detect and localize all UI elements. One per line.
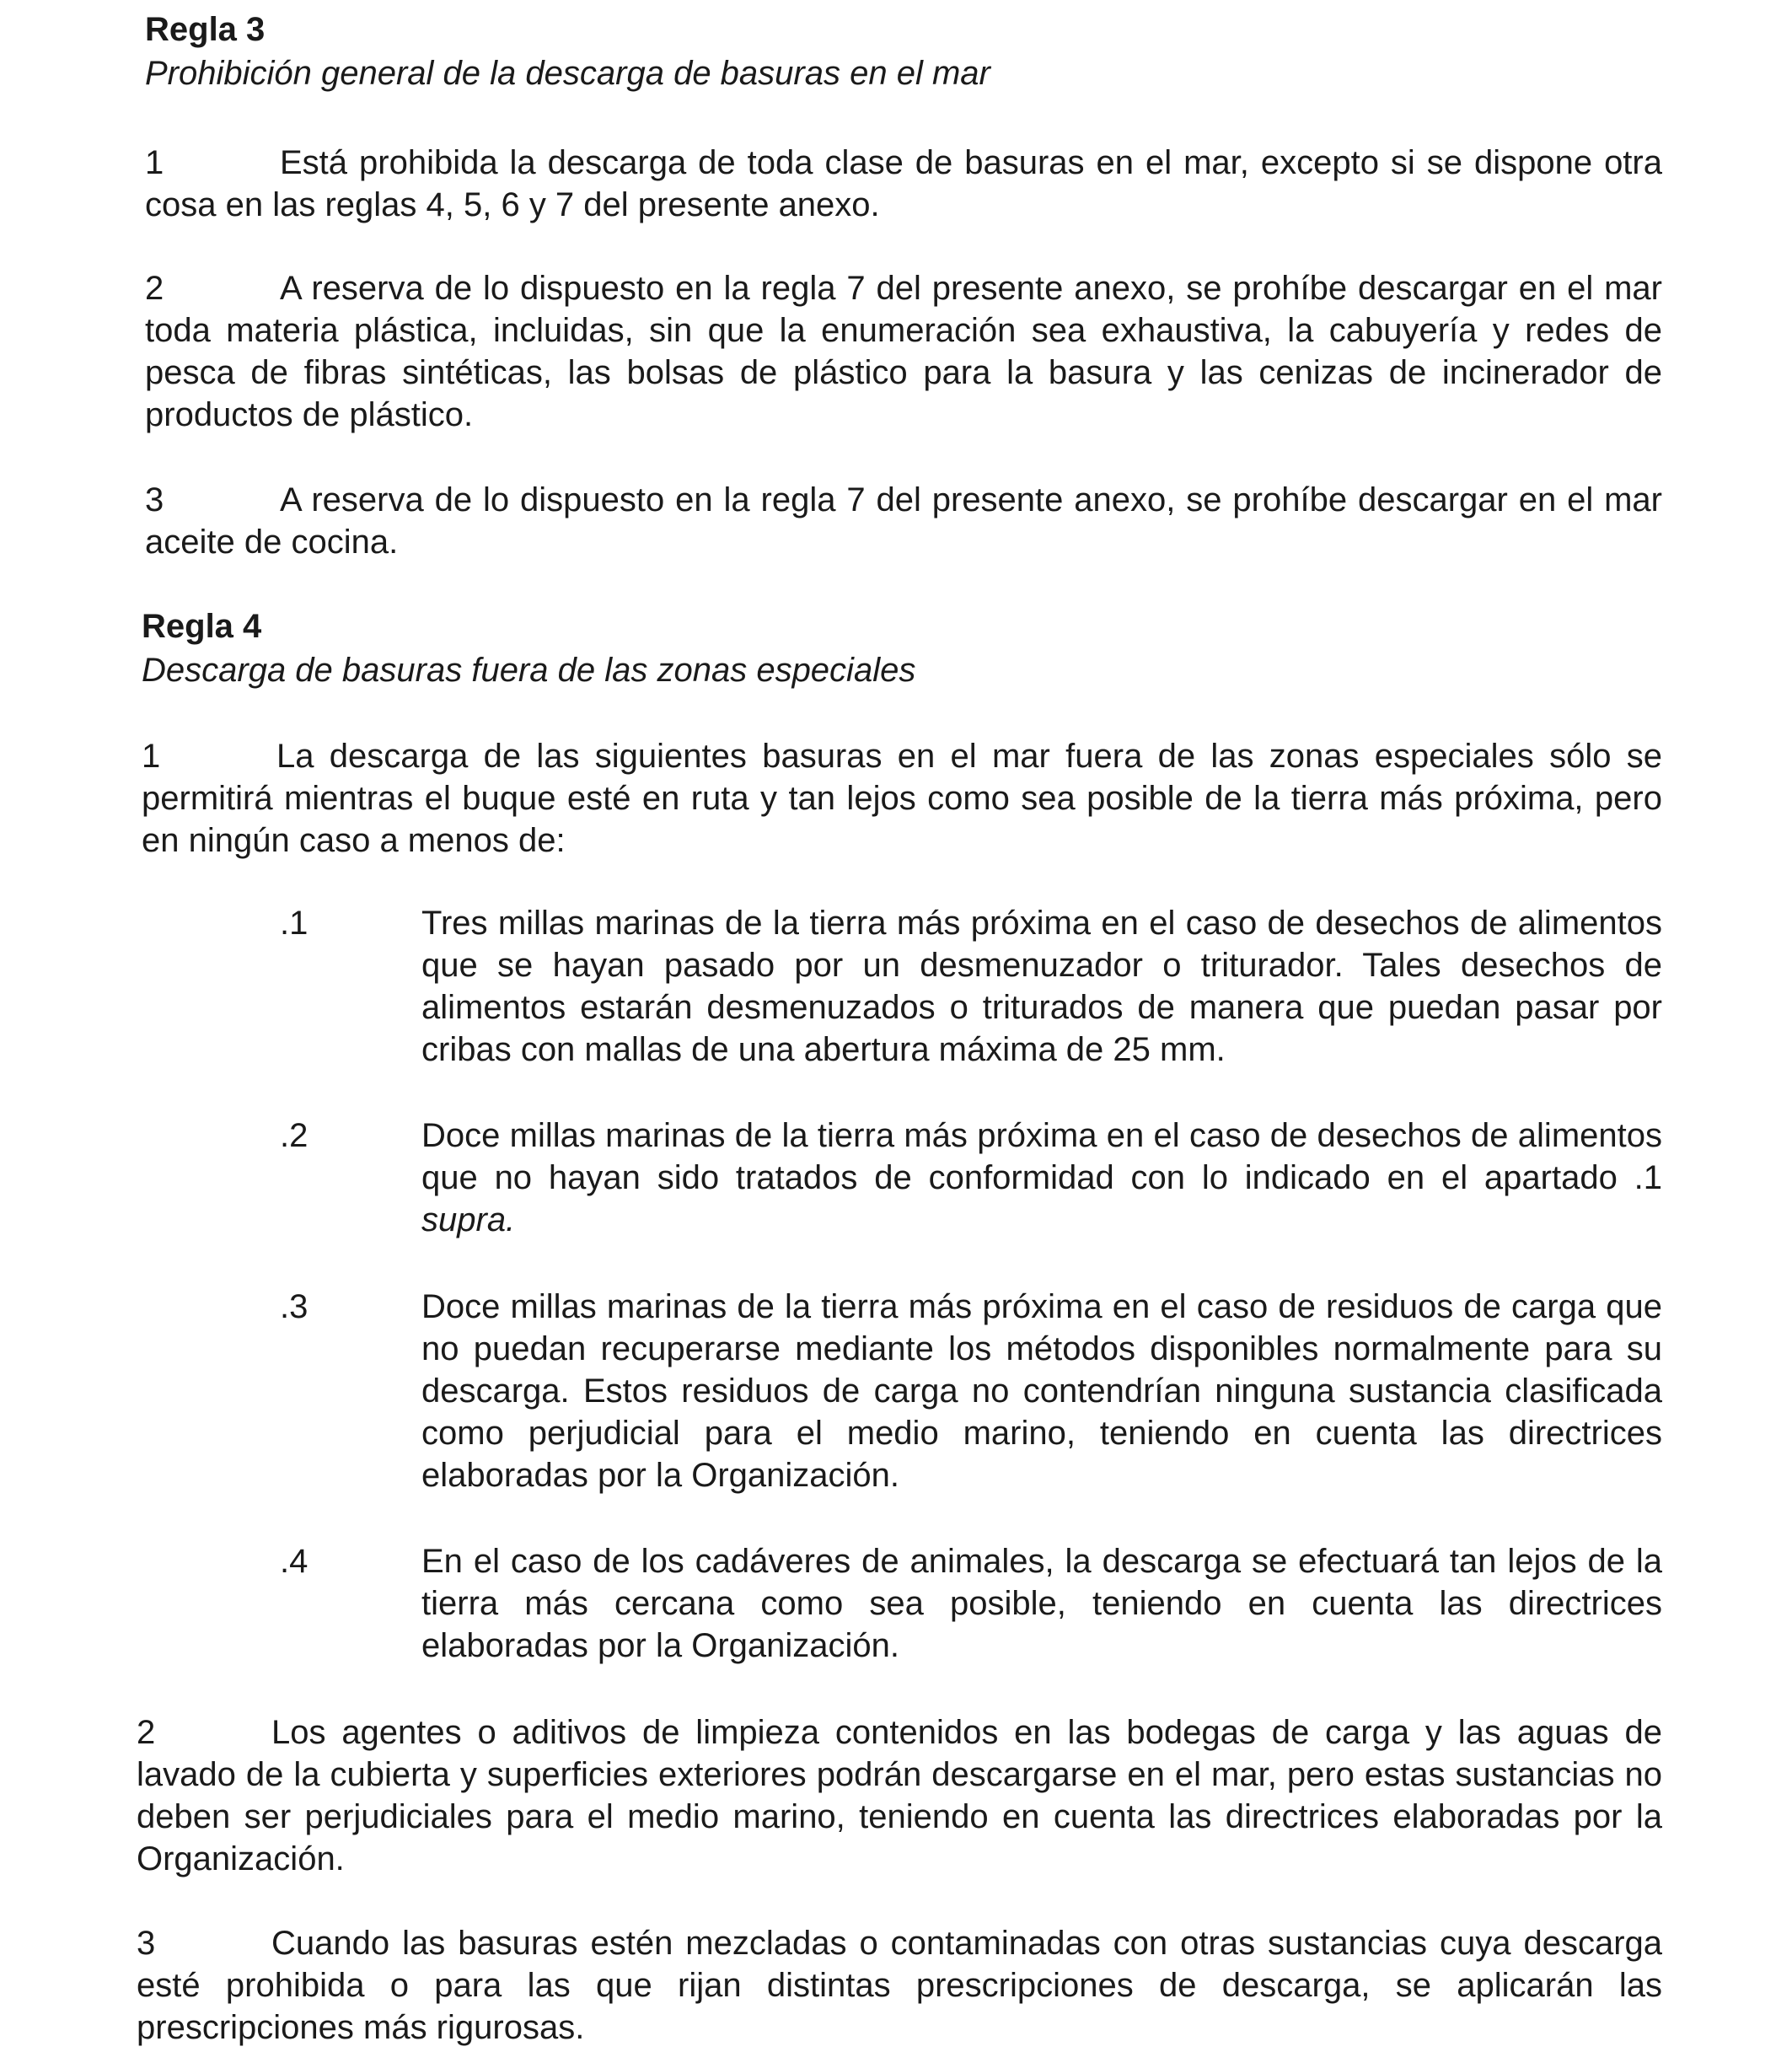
paragraph-text: Está prohibida la descarga de toda clase de basuras en el mar, excepto si se dispone otra cosa en las reglas 4, 5, 6 y 7 del presente anexo. [145, 144, 1662, 223]
paragraph-number: 1 [142, 738, 161, 775]
paragraph-text: A reserva de lo dispuesto en la regla 7 del presente anexo, se prohíbe descargar en el mar aceite de cocina. [145, 481, 1662, 561]
regla4-paragraph-3 [137, 1922, 1662, 2049]
item-text: Doce millas marinas de la tierra más próxima en el caso de desechos de alimentos que no hayan sido tratados de conformidad con lo indicado en el apartado .1 [421, 1117, 1662, 1196]
regla3-paragraph-3 [145, 479, 1662, 563]
paragraph-text: A reserva de lo dispuesto en la regla 7 del presente anexo, se prohíbe descargar en el mar toda materia plástica, incluidas, sin que la enumeración sea exhaustiva, la cabuyería y redes de pesca de fibras sintéticas, las bolsas de plástico para la basura y las cenizas de incinerador de productos de plástico. [145, 270, 1662, 433]
item-number: .3 [280, 1288, 309, 1325]
paragraph-number: 3 [137, 1925, 156, 1962]
paragraph-number: 2 [145, 270, 164, 307]
list-item [421, 1540, 1662, 1667]
regla3-paragraph-2 [145, 267, 1662, 436]
item-number: .1 [280, 905, 309, 942]
regla4-paragraph-1 [142, 735, 1662, 862]
paragraph-number: 2 [137, 1714, 156, 1751]
regla3-subtitle: Prohibición general de la descarga de basuras en el mar [145, 55, 990, 92]
regla3-title: Regla 3 [145, 11, 266, 48]
regla3-paragraph-1 [145, 142, 1662, 226]
item-text: En el caso de los cadáveres de animales, la descarga se efectuará tan lejos de la tierra más cercana como sea posible, teniendo en cuenta las directrices elaboradas por la Organización. [421, 1543, 1662, 1664]
item-text: Doce millas marinas de la tierra más próxima en el caso de residuos de carga que no puedan recuperarse mediante los métodos disponibles normalmente para su descarga. Estos residuos de carga no contendrían ninguna sustancia clasificada como perjudicial para el medio marino, teniendo en cuenta las directrices elaboradas por la Organización. [421, 1288, 1662, 1494]
regla4-title: Regla 4 [142, 608, 262, 645]
paragraph-text: Cuando las basuras estén mezcladas o contaminadas con otras sustancias cuya descarga esté prohibida o para las que rijan distintas prescripciones de descarga, se aplicarán las prescripciones más rigurosas. [137, 1925, 1662, 2046]
paragraph-number: 3 [145, 481, 164, 518]
list-item [421, 902, 1662, 1071]
item-number: .2 [280, 1117, 309, 1154]
item-number: .4 [280, 1543, 309, 1580]
paragraph-number: 1 [145, 144, 164, 181]
paragraph-text: Los agentes o aditivos de limpieza contenidos en las bodegas de carga y las aguas de lavado de la cubierta y superficies exteriores podrán descargarse en el mar, pero estas sustancias no deben ser perjudiciales para el medio marino, teniendo en cuenta las directrices elaboradas por la Organización. [137, 1714, 1662, 1877]
regla4-subtitle: Descarga de basuras fuera de las zonas especiales [142, 652, 916, 689]
paragraph-text: La descarga de las siguientes basuras en el mar fuera de las zonas especiales sólo se permitirá mientras el buque esté en ruta y tan lejos como sea posible de la tierra más próxima, pero en ningún caso a menos de: [142, 738, 1662, 859]
item-text: Tres millas marinas de la tierra más próxima en el caso de desechos de alimentos que se hayan pasado por un desmenuzador o triturador. Tales desechos de alimentos estarán desmenuzados o triturados de manera que puedan pasar por cribas con mallas de una abertura máxima de 25 mm. [421, 905, 1662, 1068]
list-item [421, 1286, 1662, 1496]
list-item [421, 1115, 1662, 1241]
regla4-paragraph-2 [137, 1711, 1662, 1880]
item-text-italic: supra. [421, 1201, 516, 1238]
